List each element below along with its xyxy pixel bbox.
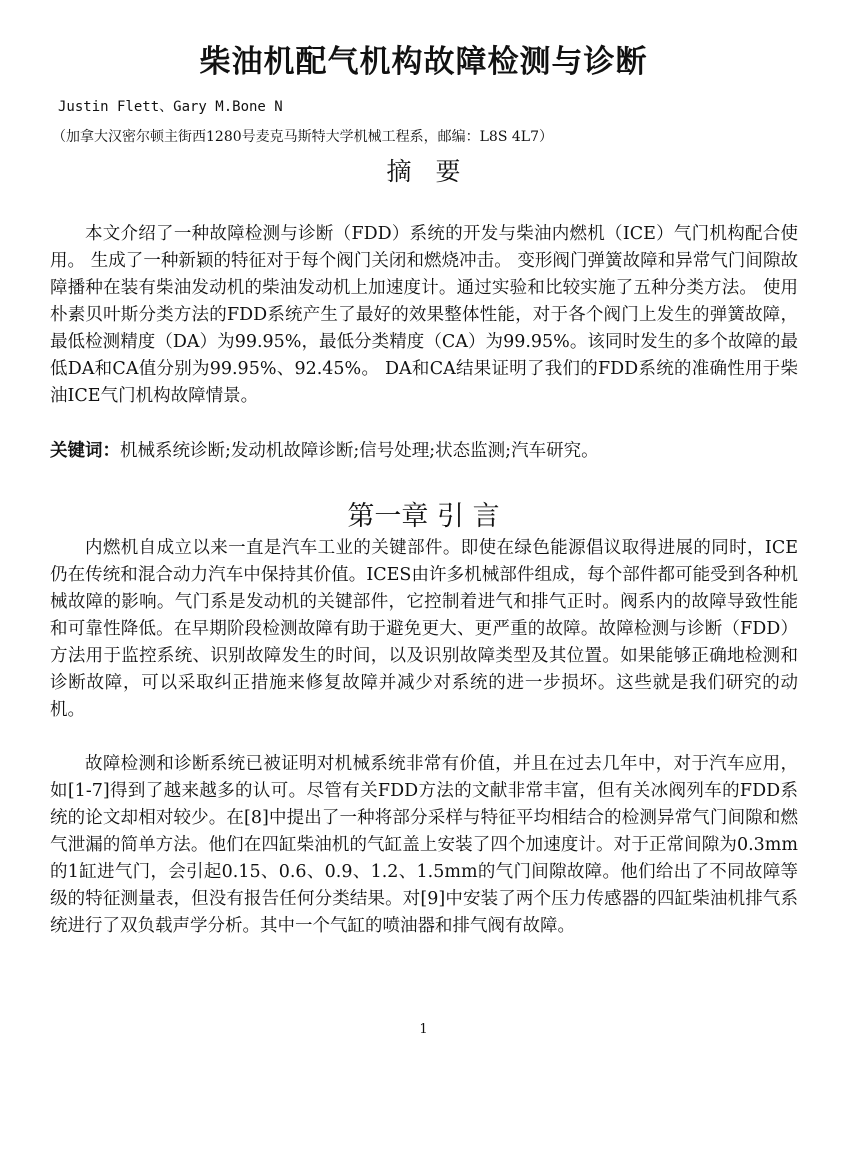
- keywords-line: [50, 438, 810, 465]
- page-number: 1: [419, 1022, 428, 1037]
- abstract-heading: 摘要: [386, 157, 485, 186]
- author-affiliation: （加拿大汉密尔顿主街西1280号麦克马斯特大学机械工程系，邮编：L8S 4L7）: [52, 129, 553, 145]
- paper-title: 柴油机配气机构故障检测与诊断: [199, 44, 648, 80]
- intro-paragraph-2: 故障检测和诊断系统已被证明对机械系统非常有价值，并且在过去几年中，对于汽车应用，如[1-7]得到了越来越多的认可。尽管有关FDD方法的文献非常丰富，但有关冰阀列车的FDD系统的论文却相对较少。在[8]中提出了一种将部分采样与特征平均相结合的检测异常气门间隙和燃气泄漏的简单方法。他们在四缸柴油机的气缸盖上安装了四个加速度计。对于正常间隙为0.3mm的1缸进气门，会引起0.15、0.6、0.9、1.2、1.5mm的气门间隙故障。他们给出了不同故障等级的特征测量表，但没有报告任何分类结果。对[9]中安装了两个压力传感器的四缸柴油机排气系统进行了双负载声学分析。其中一个气缸的喷油器和排气阀有故障。: [50, 754, 798, 936]
- keywords-text: 机械系统诊断;发动机故障诊断;信号处理;状态监测;汽车研究。: [120, 441, 599, 461]
- chapter-heading: 第一章 引 言: [347, 501, 500, 532]
- author-list: Justin Flett、Gary M.Bone N: [58, 99, 283, 115]
- abstract-paragraph: 本文介绍了一种故障检测与诊断（FDD）系统的开发与柴油内燃机（ICE）气门机构配合使用。 生成了一种新颖的特征对于每个阀门关闭和燃烧冲击。 变形阀门弹簧故障和异常气门间隙故障播种在装有柴油发动机的柴油发动机上加速度计。通过实验和比较实施了五种分类方法。 使用朴素贝叶斯分类方法的FDD系统产生了最好的效果整体性能，对于各个阀门上发生的弹簧故障，最低检测精度（DA）为99.95%，最低分类精度（CA）为99.95%。该同时发生的多个故障的最低DA和CA值分别为99.95%、92.45%。 DA和CA结果证明了我们的FDD系统的准确性用于柴油ICE气门机构故障情景。: [50, 224, 798, 406]
- intro-paragraph-1: 内燃机自成立以来一直是汽车工业的关键部件。即使在绿色能源倡议取得进展的同时，ICE仍在传统和混合动力汽车中保持其价值。ICES由许多机械部件组成，每个部件都可能受到各种机械故障的影响。气门系是发动机的关键部件，它控制着进气和排气正时。阀系内的故障导致性能和可靠性降低。在早期阶段检测故障有助于避免更大、更严重的故障。故障检测与诊断（FDD）方法用于监控系统、识别故障发生的时间，以及识别故障类型及其位置。如果能够正确地检测和诊断故障，可以采取纠正措施来修复故障并减少对系统的进一步损坏。这些就是我们研究的动机。: [50, 538, 798, 720]
- keywords-label: 关键词：: [50, 441, 120, 461]
